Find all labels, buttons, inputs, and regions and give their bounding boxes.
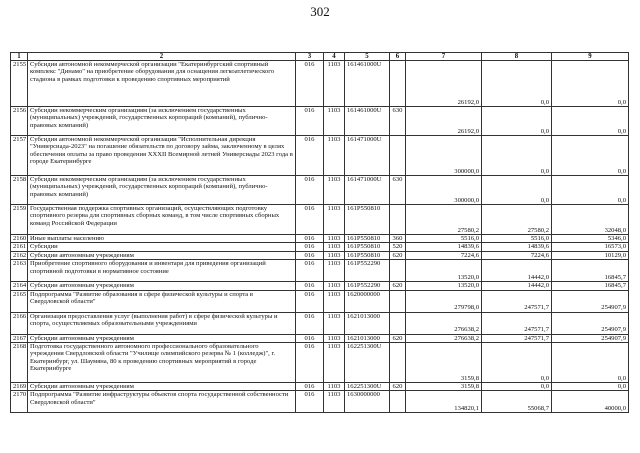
section-code-cell: 1103 [324,312,345,334]
expense-type-cell [390,290,406,312]
section-code-cell: 1103 [324,391,345,413]
table-row [11,334,629,342]
section-code-cell: 1103 [324,282,345,290]
admin-code-cell: 016 [296,61,324,107]
amount-year3-cell: 254907,9 [552,290,629,312]
row-number-cell: 2160 [11,235,28,243]
amount-year2-cell: 14442,0 [482,260,552,282]
row-number-cell: 2161 [11,243,28,251]
admin-code-cell: 016 [296,391,324,413]
section-code-cell: 1103 [324,107,345,136]
target-code-cell: 161P550810 [345,235,390,243]
amount-year2-cell: 0,0 [482,176,552,205]
admin-code-cell: 016 [296,107,324,136]
amount-year1-cell: 26192,0 [406,61,482,107]
name-cell: Приобретение спортивного оборудования и инвентаря для приведения организаций спортивной подготовки в нормативное состояние [28,260,296,282]
amount-year1-cell: 276638,2 [406,312,482,334]
target-code-cell: 161471000U [345,176,390,205]
expense-type-cell [390,312,406,334]
amount-year2-cell: 14442,0 [482,282,552,290]
amount-year2-cell: 247571,7 [482,312,552,334]
table-row [11,282,629,290]
amount-year2-cell: 0,0 [482,343,552,383]
admin-code-cell: 016 [296,251,324,259]
amount-year2-cell: 0,0 [482,107,552,136]
target-code-cell: 161P552290 [345,282,390,290]
budget-table [10,52,629,413]
amount-year1-cell: 7224,6 [406,251,482,259]
expense-type-cell [390,61,406,107]
expense-type-cell: 620 [390,334,406,342]
amount-year3-cell: 0,0 [552,176,629,205]
section-code-cell: 1103 [324,205,345,235]
name-cell: Субсидии некоммерческим организациям (за исключением государственных (муниципальных) учреждений, государственных корпораций (компаний), публично-правовых компаний) [28,176,296,205]
header-cell: 1 [11,53,28,61]
section-code-cell: 1103 [324,334,345,342]
table-row [11,260,629,282]
amount-year2-cell: 247571,7 [482,334,552,342]
header-cell: 6 [390,53,406,61]
target-code-cell: 1620000000 [345,290,390,312]
section-code-cell: 1103 [324,251,345,259]
table-row [11,205,629,235]
table-row [11,343,629,383]
table-row [11,243,629,251]
expense-type-cell [390,343,406,383]
table-row [11,107,629,136]
name-cell: Иные выплаты населению [28,235,296,243]
row-number-cell: 2163 [11,260,28,282]
row-number-cell: 2159 [11,205,28,235]
amount-year3-cell: 40000,0 [552,391,629,413]
amount-year3-cell: 16845,7 [552,282,629,290]
amount-year3-cell: 254907,9 [552,334,629,342]
row-number-cell: 2155 [11,61,28,107]
section-code-cell: 1103 [324,260,345,282]
row-number-cell: 2165 [11,290,28,312]
amount-year3-cell: 5346,0 [552,235,629,243]
row-number-cell: 2162 [11,251,28,259]
amount-year2-cell: 7224,6 [482,251,552,259]
header-cell: 2 [28,53,296,61]
name-cell: Организация предоставления услуг (выполнения работ) в сфере физической культуры и спорта, осуществляемых образовательными учреждениями [28,312,296,334]
name-cell: Субсидии автономным учреждениям [28,251,296,259]
amount-year1-cell: 279798,0 [406,290,482,312]
row-number-cell: 2166 [11,312,28,334]
amount-year2-cell: 0,0 [482,383,552,391]
amount-year1-cell: 5516,0 [406,235,482,243]
expense-type-cell [390,260,406,282]
expense-type-cell: 620 [390,282,406,290]
amount-year2-cell: 0,0 [482,136,552,176]
row-number-cell: 2167 [11,334,28,342]
amount-year1-cell: 276638,2 [406,334,482,342]
target-code-cell: 161471000U [345,136,390,176]
table-row [11,290,629,312]
amount-year1-cell: 3159,8 [406,383,482,391]
table-row [11,251,629,259]
section-code-cell: 1103 [324,343,345,383]
amount-year2-cell: 5516,0 [482,235,552,243]
amount-year3-cell: 0,0 [552,136,629,176]
name-cell: Субсидии автономным учреждениям [28,282,296,290]
row-number-cell: 2157 [11,136,28,176]
section-code-cell: 1103 [324,383,345,391]
target-code-cell: 161P550810 [345,251,390,259]
expense-type-cell [390,205,406,235]
name-cell: Подпрограмма "Развитие образования в сфере физической культуры и спорта в Свердловской области" [28,290,296,312]
admin-code-cell: 016 [296,205,324,235]
amount-year1-cell: 26192,0 [406,107,482,136]
header-cell: 3 [296,53,324,61]
amount-year1-cell: 14839,6 [406,243,482,251]
header-cell: 4 [324,53,345,61]
admin-code-cell: 016 [296,343,324,383]
target-code-cell: 162251300U [345,383,390,391]
admin-code-cell: 016 [296,282,324,290]
amount-year1-cell: 13520,0 [406,260,482,282]
admin-code-cell: 016 [296,290,324,312]
admin-code-cell: 016 [296,312,324,334]
row-number-cell: 2168 [11,343,28,383]
header-cell: 8 [482,53,552,61]
target-code-cell: 1621013000 [345,334,390,342]
section-code-cell: 1103 [324,136,345,176]
name-cell: Государственная поддержка спортивных организаций, осуществляющих подготовку спортивного резерва для спортивных сборных команд, в том числе спортивных сборных команд Российской Федерации [28,205,296,235]
admin-code-cell: 016 [296,260,324,282]
section-code-cell: 1103 [324,61,345,107]
amount-year1-cell: 300000,0 [406,136,482,176]
expense-type-cell: 620 [390,383,406,391]
expense-type-cell: 360 [390,235,406,243]
name-cell: Субсидии автономным учреждениям [28,383,296,391]
page-number: 302 [310,4,330,19]
name-cell: Подпрограмма "Развитие инфраструктуры объектов спорта государственной собственности Свердловской области" [28,391,296,413]
amount-year1-cell: 134820,1 [406,391,482,413]
name-cell: Субсидия автономной некоммерческой организации "Екатеринбургский спортивный комплекс "Динамо" на приобретение оборудования для оснащения легкоатлетического стадиона в рамках подготовки к проведению спортивных мероприятий [28,61,296,107]
target-code-cell: 161461000U [345,61,390,107]
table-row [11,61,629,107]
target-code-cell: 1621013000 [345,312,390,334]
target-code-cell: 1630000000 [345,391,390,413]
expense-type-cell: 520 [390,243,406,251]
table-row [11,235,629,243]
name-cell: Подготовка государственного автономного профессионального образовательного учреждения Свердловской области "Училище олимпийского резерва № 1 (колледж)", г. Екатеринбург, ул. Шаумяна, 80 к проведению спортивных мероприятий в городе Екатеринбурге [28,343,296,383]
section-code-cell: 1103 [324,243,345,251]
target-code-cell: 161461000U [345,107,390,136]
admin-code-cell: 016 [296,383,324,391]
target-code-cell: 162251300U [345,343,390,383]
amount-year1-cell: 3159,8 [406,343,482,383]
header-row [11,53,629,61]
table-row [11,136,629,176]
amount-year3-cell: 0,0 [552,61,629,107]
table-row [11,383,629,391]
expense-type-cell [390,136,406,176]
admin-code-cell: 016 [296,136,324,176]
amount-year3-cell: 16573,0 [552,243,629,251]
row-number-cell: 2158 [11,176,28,205]
amount-year3-cell: 0,0 [552,343,629,383]
admin-code-cell: 016 [296,334,324,342]
table-row [11,312,629,334]
name-cell: Субсидии [28,243,296,251]
header-cell: 7 [406,53,482,61]
target-code-cell: 161P550810 [345,243,390,251]
amount-year3-cell: 0,0 [552,107,629,136]
admin-code-cell: 016 [296,176,324,205]
amount-year1-cell: 27580,2 [406,205,482,235]
section-code-cell: 1103 [324,235,345,243]
row-number-cell: 2164 [11,282,28,290]
amount-year2-cell: 0,0 [482,61,552,107]
amount-year3-cell: 32048,0 [552,205,629,235]
row-number-cell: 2170 [11,391,28,413]
section-code-cell: 1103 [324,290,345,312]
row-number-cell: 2156 [11,107,28,136]
amount-year2-cell: 55068,7 [482,391,552,413]
amount-year2-cell: 247571,7 [482,290,552,312]
amount-year3-cell: 0,0 [552,383,629,391]
amount-year2-cell: 14839,6 [482,243,552,251]
target-code-cell: 161P552290 [345,260,390,282]
table-row [11,391,629,413]
expense-type-cell: 620 [390,251,406,259]
expense-type-cell: 630 [390,107,406,136]
amount-year3-cell: 10129,0 [552,251,629,259]
row-number-cell: 2169 [11,383,28,391]
amount-year1-cell: 13520,0 [406,282,482,290]
target-code-cell: 161P550810 [345,205,390,235]
section-code-cell: 1103 [324,176,345,205]
amount-year3-cell: 16845,7 [552,260,629,282]
header-cell: 5 [345,53,390,61]
admin-code-cell: 016 [296,243,324,251]
admin-code-cell: 016 [296,235,324,243]
header-cell: 9 [552,53,629,61]
expense-type-cell [390,391,406,413]
amount-year3-cell: 254907,9 [552,312,629,334]
expense-type-cell: 630 [390,176,406,205]
table-row [11,176,629,205]
amount-year2-cell: 27580,2 [482,205,552,235]
name-cell: Субсидии некоммерческим организациям (за исключением государственных (муниципальных) учреждений, государственных корпораций (компаний), публично-правовых компаний) [28,107,296,136]
name-cell: Субсидии автономным учреждениям [28,334,296,342]
name-cell: Субсидия автономной некоммерческой организации "Исполнительная дирекция "Универсиада-2023" на погашение обязательств по договору займа, заключенному в целях обеспечения оплаты за право проведения XXXII Всемирной летней Универсиады 2023 года в городе Екатеринбурге [28,136,296,176]
amount-year1-cell: 300000,0 [406,176,482,205]
